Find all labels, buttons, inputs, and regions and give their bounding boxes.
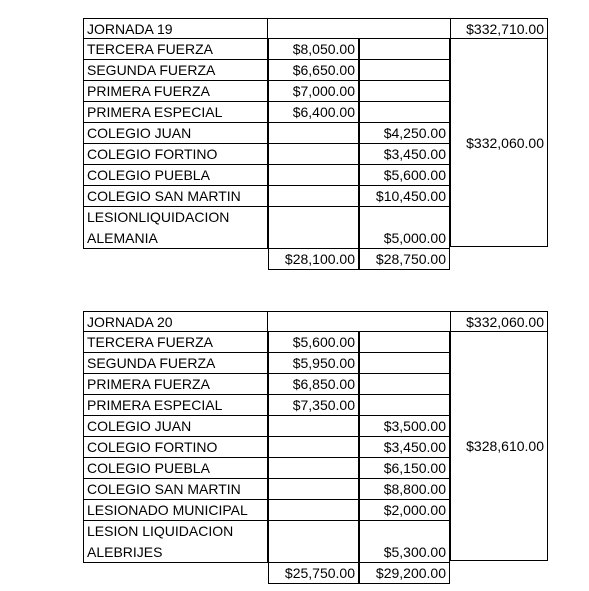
row-label: PRIMERA FUERZA bbox=[83, 81, 268, 102]
header-label: JORNADA 20 bbox=[83, 311, 268, 332]
row-value-col2 bbox=[268, 186, 359, 207]
row-label: ALEBRIJES bbox=[83, 542, 268, 563]
row-value-col2 bbox=[268, 542, 359, 563]
side-total-cell bbox=[450, 332, 548, 561]
row-label: LESIONADO MUNICIPAL bbox=[83, 500, 268, 521]
row-label: COLEGIO SAN MARTIN bbox=[83, 479, 268, 500]
row-label: PRIMERA FUERZA bbox=[83, 374, 268, 395]
total-col3: $29,200.00 bbox=[359, 563, 450, 584]
row-value-col3 bbox=[359, 207, 450, 228]
row-label: TERCERA FUERZA bbox=[83, 39, 268, 60]
row-value-col3: $5,300.00 bbox=[359, 542, 450, 563]
row-value-col2 bbox=[268, 521, 359, 542]
row-value-col3 bbox=[359, 395, 450, 416]
row-value-col3: $4,250.00 bbox=[359, 123, 450, 144]
row-value-col3 bbox=[359, 60, 450, 81]
side-total: $332,060.00 bbox=[466, 134, 544, 151]
row-value-col3 bbox=[359, 39, 450, 60]
row-value-col2: $7,350.00 bbox=[268, 395, 359, 416]
header-empty-cell bbox=[268, 311, 359, 332]
row-label: SEGUNDA FUERZA bbox=[83, 60, 268, 81]
row-value-col3: $5,000.00 bbox=[359, 228, 450, 249]
row-value-col2: $6,650.00 bbox=[268, 60, 359, 81]
row-value-col3 bbox=[359, 81, 450, 102]
row-value-col3: $10,450.00 bbox=[359, 186, 450, 207]
header-label: JORNADA 19 bbox=[83, 18, 268, 39]
row-value-col2 bbox=[268, 165, 359, 186]
row-value-col2: $8,050.00 bbox=[268, 39, 359, 60]
header-empty-cell bbox=[359, 311, 450, 332]
row-value-col3: $3,450.00 bbox=[359, 144, 450, 165]
row-value-col2: $5,950.00 bbox=[268, 353, 359, 374]
row-value-col3 bbox=[359, 353, 450, 374]
row-value-col2 bbox=[268, 479, 359, 500]
header-total: $332,710.00 bbox=[450, 18, 548, 39]
row-value-col2 bbox=[268, 500, 359, 521]
row-value-col2 bbox=[268, 437, 359, 458]
row-value-col3 bbox=[359, 102, 450, 123]
row-value-col2 bbox=[268, 207, 359, 228]
total-col2: $28,100.00 bbox=[268, 249, 359, 270]
header-total: $332,060.00 bbox=[450, 311, 548, 332]
row-value-col2 bbox=[268, 458, 359, 479]
row-value-col3: $2,000.00 bbox=[359, 500, 450, 521]
row-value-col3: $3,450.00 bbox=[359, 437, 450, 458]
row-label: LESION LIQUIDACION bbox=[83, 521, 268, 542]
row-label: PRIMERA ESPECIAL bbox=[83, 395, 268, 416]
side-total: $328,610.00 bbox=[466, 438, 544, 454]
row-value-col2 bbox=[268, 416, 359, 437]
row-value-col2: $7,000.00 bbox=[268, 81, 359, 102]
row-value-col3 bbox=[359, 521, 450, 542]
total-col3: $28,750.00 bbox=[359, 249, 450, 270]
row-value-col2: $6,400.00 bbox=[268, 102, 359, 123]
row-value-col2 bbox=[268, 123, 359, 144]
row-value-col3: $6,150.00 bbox=[359, 458, 450, 479]
row-label: LESIONLIQUIDACION bbox=[83, 207, 268, 228]
row-value-col3 bbox=[359, 332, 450, 353]
side-total-cell bbox=[450, 39, 548, 247]
row-value-col2 bbox=[268, 144, 359, 165]
row-label: ALEMANIA bbox=[83, 228, 268, 249]
row-label: TERCERA FUERZA bbox=[83, 332, 268, 353]
row-label: PRIMERA ESPECIAL bbox=[83, 102, 268, 123]
row-value-col2: $6,850.00 bbox=[268, 374, 359, 395]
row-label: SEGUNDA FUERZA bbox=[83, 353, 268, 374]
row-label: COLEGIO SAN MARTIN bbox=[83, 186, 268, 207]
row-value-col3: $5,600.00 bbox=[359, 165, 450, 186]
row-value-col2: $5,600.00 bbox=[268, 332, 359, 353]
row-value-col3 bbox=[359, 374, 450, 395]
row-label: COLEGIO FORTINO bbox=[83, 437, 268, 458]
row-value-col3: $3,500.00 bbox=[359, 416, 450, 437]
row-label: COLEGIO PUEBLA bbox=[83, 165, 268, 186]
header-empty-cell bbox=[268, 18, 359, 39]
row-label: COLEGIO JUAN bbox=[83, 123, 268, 144]
row-label: COLEGIO PUEBLA bbox=[83, 458, 268, 479]
row-label: COLEGIO JUAN bbox=[83, 416, 268, 437]
header-empty-cell bbox=[359, 18, 450, 39]
row-value-col3: $8,800.00 bbox=[359, 479, 450, 500]
row-value-col2 bbox=[268, 228, 359, 249]
row-label: COLEGIO FORTINO bbox=[83, 144, 268, 165]
total-col2: $25,750.00 bbox=[268, 563, 359, 584]
